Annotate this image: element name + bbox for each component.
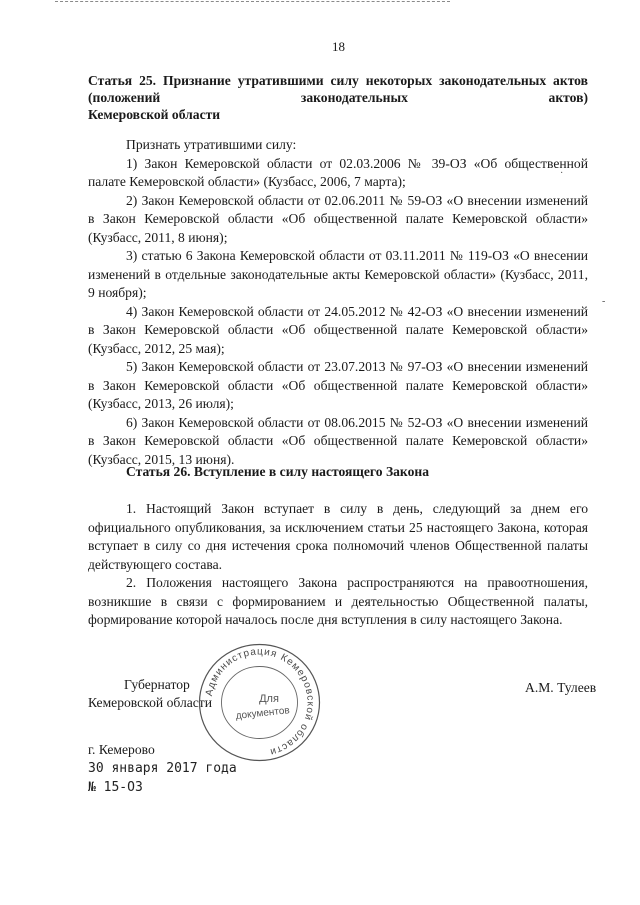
article-26-paragraph-2: 2. Положения настоящего Закона распространяются на правоотношения, возникшие в связи с формированием и деятельностью Общественной палаты, формирование которой началось после дня вступления в силу настоящего Закона. xyxy=(88,575,588,627)
article-25-item-6: 6) Закон Кемеровской области от 08.06.2015 № 52-ОЗ «О внесении изменений в Закон Кемеровской области «Об общественной палате Кемеровской области» (Кузбасс, 2015, 13 июня). xyxy=(88,414,588,467)
article-25-heading-main: Статья 25. Признание утратившими силу некоторых законодательных актов (положений законодательных актов) xyxy=(88,73,588,105)
article-25-intro: Признать утратившими силу: xyxy=(126,137,297,152)
stamp-graphic xyxy=(197,640,322,765)
stamp-ring-text: Администрация Кемеровской области xyxy=(203,646,316,758)
scan-top-line xyxy=(55,1,450,2)
article-25-item-5: 5) Закон Кемеровской области от 23.07.2013 № 97-ОЗ «О внесении изменений в Закон Кемеровской области «Об общественной палате Кемеровской области» (Кузбасс, 2013, 26 июля); xyxy=(88,359,588,411)
signing-date: 30 января 2017 года xyxy=(88,761,237,776)
page-number: 18 xyxy=(332,39,345,54)
article-26-body xyxy=(88,500,588,630)
governor-title xyxy=(88,676,212,712)
article-25-item-4: 4) Закон Кемеровской области от 24.05.2012 № 42-ОЗ «О внесении изменений в Закон Кемеровской области «Об общественной палате Кемеровской области» (Кузбасс, 2012, 25 мая); xyxy=(88,303,588,356)
article-26-heading: Статья 26. Вступление в силу настоящего Закона xyxy=(126,464,429,479)
margin-mark: · xyxy=(560,168,564,179)
article-25-body xyxy=(88,136,588,469)
article-25-item-3: 3) статью 6 Закона Кемеровской области от 03.11.2011 № 119-ОЗ «О внесении изменений в отдельные законодательные акты Кемеровской области» (Кузбасс, 2011, 9 ноября); xyxy=(88,248,588,300)
article-25-heading-tail: Кемеровской области xyxy=(88,107,221,122)
stamp-center-line-2: документов xyxy=(235,705,291,722)
article-25-item-2: 2) Закон Кемеровской области от 02.06.2011 № 59-ОЗ «О внесении изменений в Закон Кемеровской области «Об общественной палате Кемеровской области» (Кузбасс, 2011, 8 июня); xyxy=(88,192,588,245)
article-25-item-1: 1) Закон Кемеровской области от 02.03.2006 № 39-ОЗ «Об общественной палате Кемеровской области» (Кузбасс, 2006, 7 марта); xyxy=(88,155,588,189)
stamp-center-line-1: Для xyxy=(259,693,279,705)
governor-title-line-1: Губернатор xyxy=(124,677,190,692)
article-25-heading xyxy=(88,72,588,123)
law-number: № 15-ОЗ xyxy=(88,780,143,795)
official-stamp xyxy=(197,640,322,765)
governor-title-line-2: Кемеровской области xyxy=(88,695,213,710)
signing-place: г. Кемерово xyxy=(88,742,155,757)
article-26-paragraph-1: 1. Настоящий Закон вступает в силу в день, следующий за днем его официального опубликования, за исключением статьи 25 настоящего Закона, которая вступает в силу со дня истечения срока полномочий членов Общественной палаты действующего состава. xyxy=(88,501,588,572)
governor-name: А.М. Тулеев xyxy=(525,680,597,695)
margin-mark: - xyxy=(602,296,606,307)
